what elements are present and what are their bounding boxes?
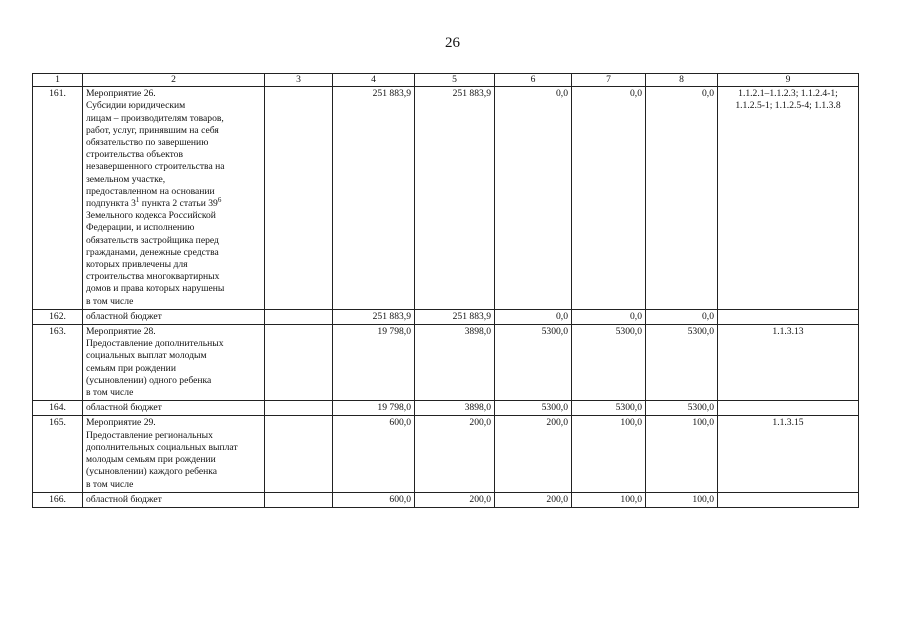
header-cell: 4: [333, 74, 415, 87]
cell-col3: [265, 87, 333, 310]
cell-col5: 251 883,9: [415, 87, 495, 310]
table-row: [33, 416, 859, 492]
cell-col4: 251 883,9: [333, 309, 415, 324]
desc-line: в том числе: [86, 478, 134, 490]
header-row: [33, 74, 859, 87]
desc-line: Мероприятие 29.: [86, 417, 156, 429]
header-cell: 1: [33, 74, 83, 87]
cell-col6: 0,0: [495, 309, 572, 324]
row-number: 163.: [33, 325, 83, 401]
desc-line: социальных выплат молодым: [86, 350, 207, 362]
cell-col8: 0,0: [646, 309, 718, 324]
desc-line: обязательств застройщика перед: [86, 234, 219, 246]
row-number: 161.: [33, 87, 83, 310]
cell-col7: 0,0: [572, 309, 646, 324]
row-description: областной бюджет: [83, 401, 265, 416]
row-description: областной бюджет: [83, 492, 265, 507]
cell-col3: [265, 492, 333, 507]
cell-col8: 0,0: [646, 87, 718, 310]
header-cell: 6: [495, 74, 572, 87]
cell-col9: 1.1.3.13: [718, 325, 859, 401]
desc-line: строительства объектов: [86, 149, 184, 161]
cell-col7: 5300,0: [572, 401, 646, 416]
row-number: 164.: [33, 401, 83, 416]
cell-col6: 200,0: [495, 492, 572, 507]
desc-line: семьям при рождении: [86, 362, 176, 374]
desc-line: обязательство по завершению: [86, 137, 209, 149]
cell-col8: 5300,0: [646, 325, 718, 401]
row-description: областной бюджет: [83, 309, 265, 324]
cell-col5: 200,0: [415, 416, 495, 492]
desc-line: лицам – производителям товаров,: [86, 112, 224, 124]
row-number: 166.: [33, 492, 83, 507]
cell-col9: [718, 401, 859, 416]
cell-col9: [718, 492, 859, 507]
row-description: [83, 416, 265, 492]
cell-col9: [718, 309, 859, 324]
desc-line: Мероприятие 28.: [86, 326, 156, 338]
header-cell: 9: [718, 74, 859, 87]
desc-line: Земельного кодекса Российской: [86, 210, 216, 222]
desc-line: земельном участке,: [86, 173, 166, 185]
header-cell: 5: [415, 74, 495, 87]
cell-col5: 251 883,9: [415, 309, 495, 324]
cell-col8: 5300,0: [646, 401, 718, 416]
superscript: 1: [135, 195, 140, 204]
header-cell: 7: [572, 74, 646, 87]
row-description: [83, 87, 265, 310]
table-row: [33, 309, 859, 324]
desc-line: в том числе: [86, 295, 134, 307]
desc-fragment: подпункта 3: [86, 198, 136, 210]
header-cell: 2: [83, 74, 265, 87]
cell-col7: 100,0: [572, 492, 646, 507]
cell-col7: 100,0: [572, 416, 646, 492]
desc-line: строительства многоквартирных: [86, 271, 220, 283]
desc-line: работ, услуг, принявшим на себя: [86, 124, 219, 136]
cell-col6: 0,0: [495, 87, 572, 310]
desc-line: (усыновлении) одного ребенка: [86, 374, 212, 386]
cell-col4: 19 798,0: [333, 401, 415, 416]
row-description: [83, 325, 265, 401]
cell-col6: 200,0: [495, 416, 572, 492]
desc-line: в том числе: [86, 387, 134, 399]
cell-col3: [265, 309, 333, 324]
cell-col3: [265, 325, 333, 401]
cell-col4: 600,0: [333, 492, 415, 507]
table-row: [33, 87, 859, 310]
desc-line: Предоставление региональных: [86, 429, 213, 441]
desc-line: домов и права которых нарушены: [86, 283, 225, 295]
row-number: 162.: [33, 309, 83, 324]
table-row: [33, 492, 859, 507]
desc-line: незавершенного строительства на: [86, 161, 225, 173]
cell-col6: 5300,0: [495, 325, 572, 401]
cell-col4: 19 798,0: [333, 325, 415, 401]
desc-line: [86, 195, 261, 210]
ref-line: 1.1.2.1–1.1.2.3; 1.1.2.4-1;: [738, 88, 838, 100]
desc-line: Федерации, и исполнению: [86, 222, 195, 234]
desc-line: Предоставление дополнительных: [86, 338, 224, 350]
desc-line: гражданами, денежные средства: [86, 246, 219, 258]
table-row: [33, 325, 859, 401]
cell-col5: 3898,0: [415, 325, 495, 401]
desc-line: Субсидии юридическим: [86, 100, 186, 112]
cell-col7: 5300,0: [572, 325, 646, 401]
cell-col7: 0,0: [572, 87, 646, 310]
cell-col8: 100,0: [646, 492, 718, 507]
page-number: 26: [445, 35, 460, 51]
cell-col9: 1.1.3.15: [718, 416, 859, 492]
cell-col6: 5300,0: [495, 401, 572, 416]
cell-col4: 600,0: [333, 416, 415, 492]
desc-line: (усыновлении) каждого ребенка: [86, 466, 218, 478]
cell-col5: 200,0: [415, 492, 495, 507]
cell-col5: 3898,0: [415, 401, 495, 416]
row-number: 165.: [33, 416, 83, 492]
header-cell: 3: [265, 74, 333, 87]
cell-col8: 100,0: [646, 416, 718, 492]
desc-line: которых привлечены для: [86, 259, 188, 271]
desc-line: Мероприятие 26.: [86, 88, 156, 100]
desc-fragment: пункта 2 статьи 39: [139, 198, 218, 210]
cell-col3: [265, 401, 333, 416]
desc-line: молодым семьям при рождении: [86, 454, 216, 466]
superscript: 6: [217, 195, 222, 204]
cell-col4: 251 883,9: [333, 87, 415, 310]
cell-col3: [265, 416, 333, 492]
desc-line: предоставленном на основании: [86, 185, 215, 197]
desc-line: дополнительных социальных выплат: [86, 441, 238, 453]
table-row: [33, 401, 859, 416]
budget-table: [32, 73, 859, 508]
header-cell: 8: [646, 74, 718, 87]
cell-col9: [718, 87, 859, 310]
ref-line: 1.1.2.5-1; 1.1.2.5-4; 1.1.3.8: [735, 100, 841, 112]
